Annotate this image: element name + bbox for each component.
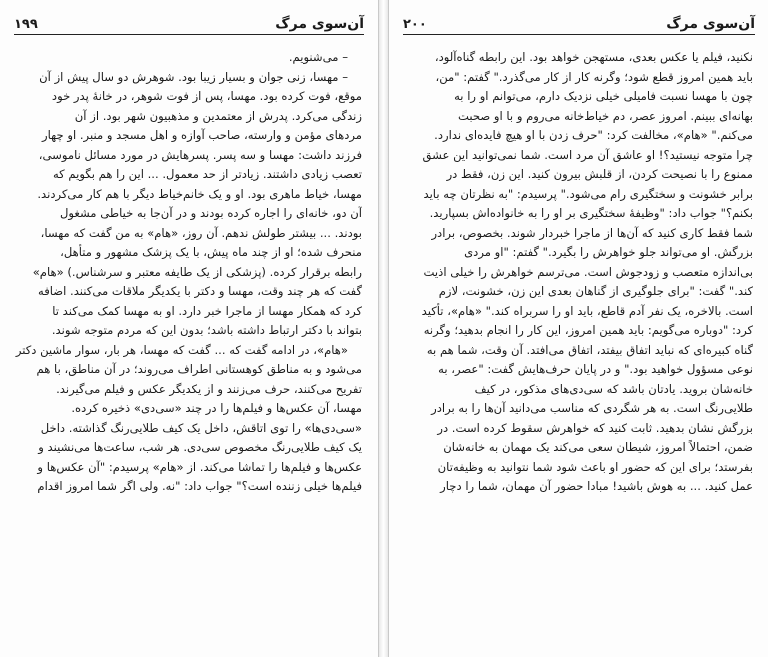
text-line: تفریح می‌کنند، حرف می‌زنند و از یکدیگر عکس و فیلم می‌گیرند.	[56, 381, 362, 396]
text-line: رابطه برقرار کرده. (پزشکی از یک طایفه معتبر و سرشناس.) «هام»	[32, 264, 362, 279]
text-line: کرد که همکار مهسا از ماجرا خبر دارد. او به مهسا کمک می‌کند تا	[52, 303, 362, 318]
text-line: باید همین امروز قطع شود؛ وگرنه کار از کار می‌گذرد." گفتم: "من،	[435, 69, 753, 84]
text-line: آن دو، خانه‌ای را اجاره کرده بودند و در آن‌جا به خیاطی مشغول	[59, 206, 362, 220]
page-header	[403, 10, 755, 35]
text-line: – مهسا، زنی جوان و بسیار زیبا بود. شوهرش دو سال پیش از آن	[39, 69, 348, 84]
page-body-text	[403, 48, 753, 497]
text-line: کند." گفت: "برای جلوگیری از گناهان بعدی این زن، خشونت، لازم	[438, 284, 753, 298]
text-line: گناه کبیره‌ای که نباید اتفاق بیفتد، اتفاق می‌افتد. آن وقت، شما هم به	[426, 342, 753, 357]
text-line: «هام»، در ادامه گفت که ... گفت که مهسا، هر بار، سوار ماشین دکتر	[15, 342, 348, 357]
text-line: بتواند با دکتر ارتباط داشته باشد؛ بدون این که مردم متوجه شوند.	[51, 323, 362, 337]
text-line: زندگی می‌کرد. پدرش از معتمدین و مذهبیون شهر بود. از آن	[74, 108, 362, 123]
text-line: چرا متوجه نیستید؟! او عاشق آن مرد است. شما نمی‌توانید این عشق	[422, 147, 753, 162]
text-line: مهسا، آن عکس‌ها و فیلم‌ها را در چند «سی‌دی» ذخیره کرده.	[71, 401, 362, 415]
text-line: می‌شود و به مناطق کوهستانی اطراف می‌روند؛ در آن مناطق، با هم	[36, 362, 362, 376]
text-line: است. بالاخره، یک نفر آدم قاطع، باید او را سربراه کند." «هام»، تأکید	[421, 303, 753, 318]
text-line: خانه‌شان بروید. یادتان باشد که سی‌دی‌های مذکور، در کیف	[474, 381, 753, 396]
text-line: بزرگش. او می‌تواند جلو خواهرش را بگیرد." گفتم: "او مردی	[464, 245, 753, 259]
text-line: یک کیف طلایی‌رنگ مخصوص سی‌دی. هر شب، ساعت‌ها می‌نشیند و	[38, 440, 362, 454]
text-line: بی‌اندازه متعصب و زودجوش است. می‌ترسم خواهرش را خیلی اذیت	[423, 264, 753, 279]
text-line: – می‌شنویم.	[288, 50, 348, 64]
text-line: بودند. ... بیشتر طولش ندهم. آن روز، «هام» به من گفت که مهسا،	[40, 225, 362, 240]
running-title: آن‌سوی مرگ	[275, 16, 364, 32]
right-page	[388, 0, 768, 657]
text-line: فیلم‌ها خیلی زننده است؟" جواب داد: "نه. ولی اگر شما امروز اقدام	[37, 479, 362, 493]
text-line: عمل کنید. ... به هوش باشید! مبادا حضور آن مهمان، شما را دچار	[440, 479, 753, 493]
page-body-text	[14, 48, 362, 497]
text-line: گفت که هر چند وقت، مهسا و دکتر با یکدیگر ملاقات می‌کنند. اضافه	[38, 284, 362, 298]
text-line: ضمن، احتمالاً امروز، شیطان سعی می‌کند یک مهمان به خانه‌شان	[443, 440, 753, 454]
text-line: فرزند داشت: مهسا و سه پسر. پسرهایش در مورد مسائل ناموسی،	[38, 147, 362, 162]
text-line: بکنم؟" جواب داد: "وظیفهٔ سختگیری بر او را به خانواده‌اش بسپارید.	[429, 206, 753, 220]
page-number: ۱۹۹	[14, 17, 38, 32]
text-line: بفرستد؛ برای این که حضور او باعث شود شما نتوانید به وظیفه‌تان	[437, 459, 753, 474]
text-line: چون با مهسا نسبت فامیلی خیلی نزدیک دارم، می‌توانم او را به	[454, 89, 753, 103]
left-page	[0, 0, 379, 657]
text-line: طلایی‌رنگ است. به هر شگردی که مناسب می‌دانید آن‌ها را به برادر	[431, 401, 753, 415]
text-line: مردهای مؤمن و وارسته، صاحب آوازه و اهل مسجد و منبر. او چهار	[42, 128, 362, 142]
text-line: بهانه‌ای ببینم. امروز عصر، دم خیاط‌خانه می‌روم و با او صحبت	[458, 108, 753, 123]
text-line: موقع، فوت کرده بود. مهسا، پس از فوت شوهر، در خانهٔ پدر خود	[51, 89, 362, 103]
text-line: «سی‌دی‌ها» را توی اتاقش، داخل یک کیف طلایی‌رنگ گذاشته. داخل	[40, 420, 362, 435]
text-line: می‌کنم." «هام»، مخالفت کرد: "حرف زدن با او هیچ فایده‌ای ندارد.	[434, 128, 753, 142]
text-line: نوعی مسؤول خواهید بود." و در پایان حرف‌هایش گفت: "عصر، به	[438, 362, 753, 376]
text-line: منحرف شده؛ او از چند ماه پیش، با یک پزشک مشهور و متأهل،	[60, 245, 362, 259]
text-line: برابر خشونت و سختگیری رام می‌شود." پرسیدم: "به نظرتان چه باید	[423, 186, 753, 201]
page-number: ۲۰۰	[403, 17, 427, 32]
page-header	[14, 10, 364, 35]
text-line: تعصب زیادی داشتند. زیادتر از حد معمول. ... این را هم بگویم که	[52, 167, 362, 181]
text-line: عکس‌ها و فیلم‌ها را تماشا می‌کند. از «هام» پرسیدم: "آن عکس‌ها و	[37, 459, 362, 474]
text-line: مهسا، خیاط ماهری بود. او و یک خانم‌خیاط دیگر با هم کار می‌کردند.	[37, 186, 362, 201]
book-gutter	[379, 0, 388, 657]
text-line: نکنید، فیلم یا عکس بعدی، مستهجن خواهد بود. این رابطه گناه‌آلود،	[434, 50, 753, 64]
text-line: بزرگش نشان بدهید. ثابت کنید که خواهرش سقوط کرده است. در	[437, 420, 753, 435]
running-title: آن‌سوی مرگ	[666, 16, 755, 32]
text-line: شما فقط کاری کنید که آن‌ها از ماجرا خبردار شوند. بخصوص، برادر	[431, 225, 753, 240]
text-line: ممنوع را با نصیحت کردن، از قلبش بیرون کنید. این زن، فقط در	[446, 167, 753, 181]
text-line: کرد: "دوباره می‌گویم: باید همین امروز، این کار را انجام بدهید؛ وگرنه	[423, 323, 753, 337]
